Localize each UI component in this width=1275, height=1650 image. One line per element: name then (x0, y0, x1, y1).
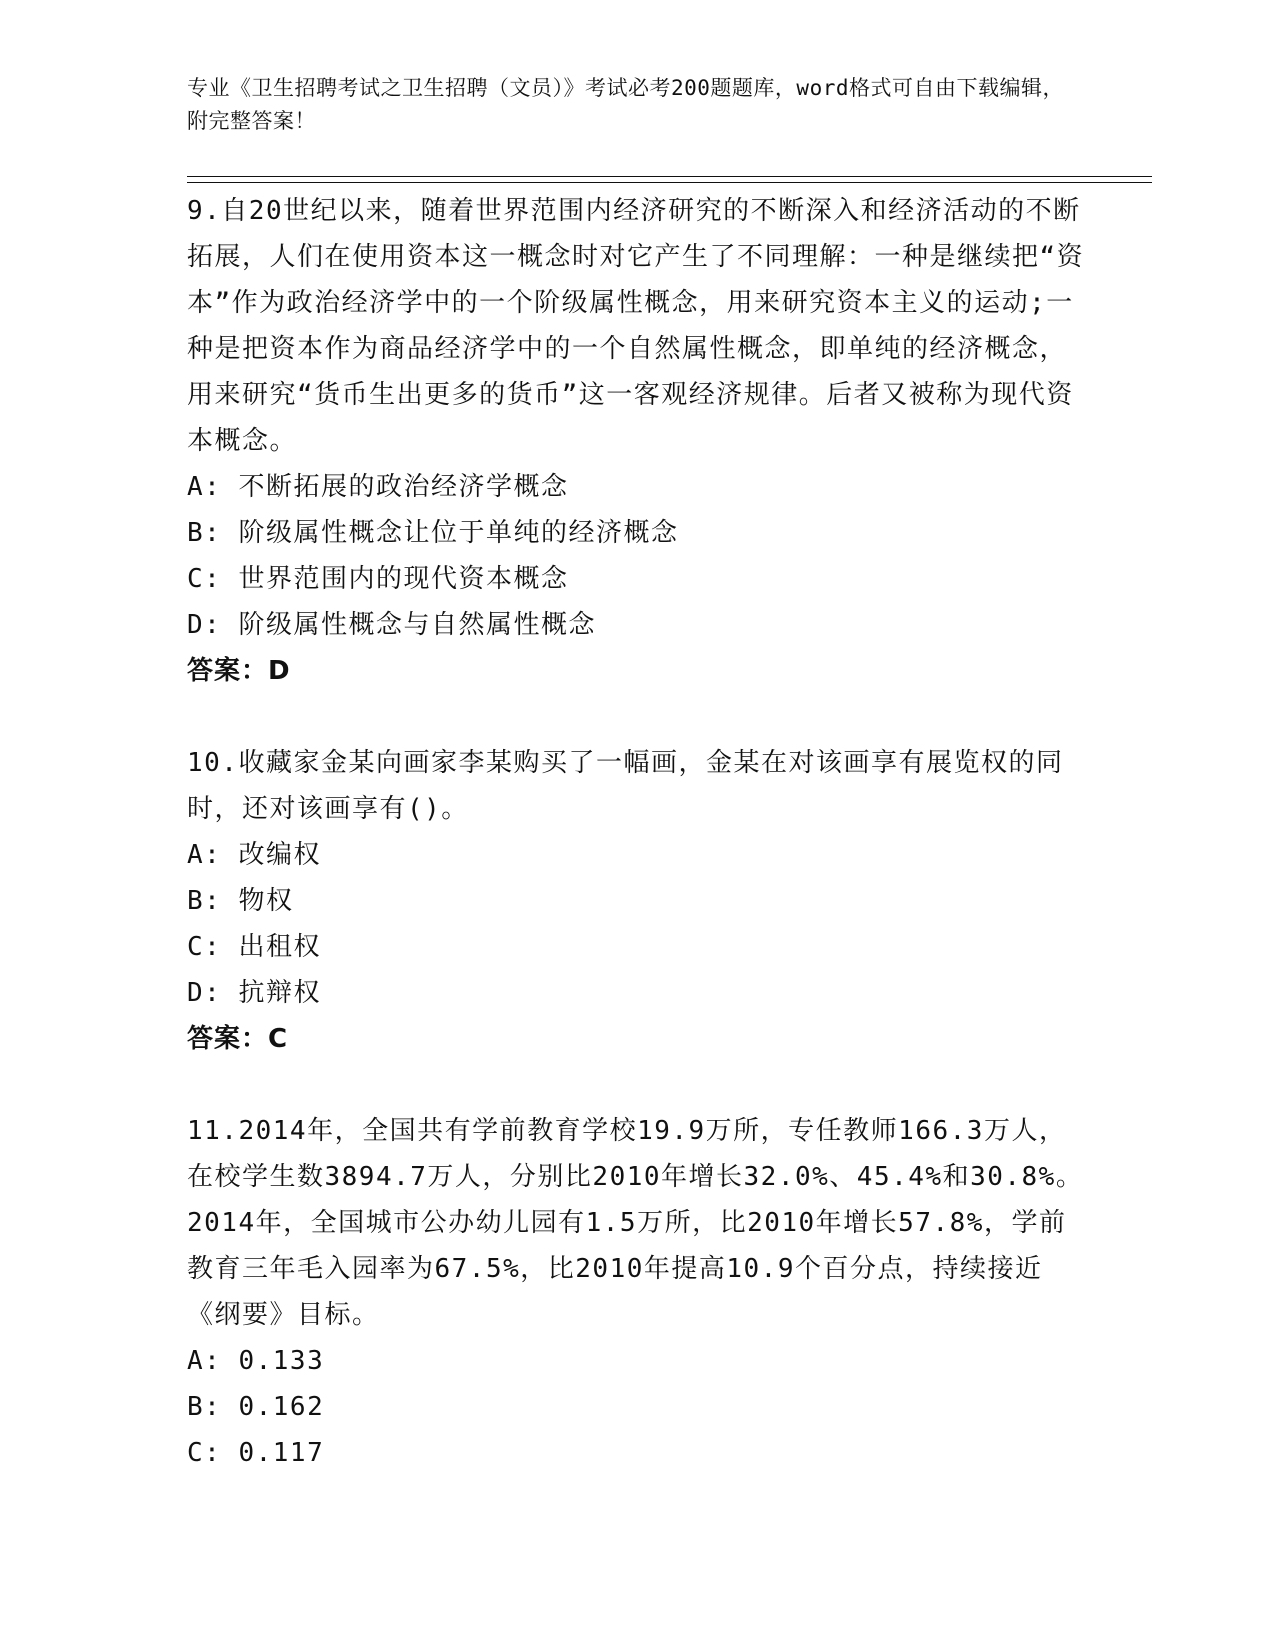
option-b: B: 阶级属性概念让位于单纯的经济概念 (187, 518, 679, 548)
option-a: A: 不断拓展的政治经济学概念 (187, 472, 569, 502)
option-a: A: 0.133 (187, 1346, 325, 1376)
question-text: 10.收藏家金某向画家李某购买了一幅画，金某在对该画享有展览权的同时，还对该画享有()。 (187, 748, 1064, 824)
option-c: C: 0.117 (187, 1438, 325, 1468)
spacer (187, 694, 1087, 740)
question-block-10 (187, 740, 1087, 1062)
question-text: 11.2014年，全国共有学前教育学校19.9万所，专任教师166.3万人，在校学生数3894.7万人，分别比2010年增长32.0%、45.4%和30.8%。2014年，全国城市公办幼儿园有1.5万所，比2010年增长57.8%，学前教育三年毛入园率为67.5%，比2010年提高10.9个百分点，持续接近《纲要》目标。 (187, 1116, 1084, 1330)
header-rule-bottom (187, 182, 1152, 183)
spacer (187, 1062, 1087, 1108)
answer-label: 答案：C (187, 1024, 289, 1054)
question-block-11 (187, 1108, 1087, 1476)
option-b: B: 物权 (187, 886, 294, 916)
question-text: 9.自20世纪以来，随着世界范围内经济研究的不断深入和经济活动的不断拓展，人们在使用资本这一概念时对它产生了不同理解：一种是继续把“资本”作为政治经济学中的一个阶级属性概念，用来研究资本主义的运动;一种是把资本作为商品经济学中的一个自然属性概念，即单纯的经济概念，用来研究“货币生出更多的货币”这一客观经济规律。后者又被称为现代资本概念。 (187, 196, 1085, 456)
option-c: C: 世界范围内的现代资本概念 (187, 564, 569, 594)
answer-label: 答案：D (187, 656, 291, 686)
question-block-9 (187, 188, 1087, 694)
option-b: B: 0.162 (187, 1392, 325, 1422)
option-d: D: 阶级属性概念与自然属性概念 (187, 610, 596, 640)
header-rule-top (187, 176, 1152, 177)
document-header: 专业《卫生招聘考试之卫生招聘（文员）》考试必考200题题库，word格式可自由下载编辑，附完整答案！ (187, 76, 1064, 133)
question-list (187, 188, 1087, 1476)
option-a: A: 改编权 (187, 840, 321, 870)
option-c: C: 出租权 (187, 932, 321, 962)
option-d: D: 抗辩权 (187, 978, 321, 1008)
